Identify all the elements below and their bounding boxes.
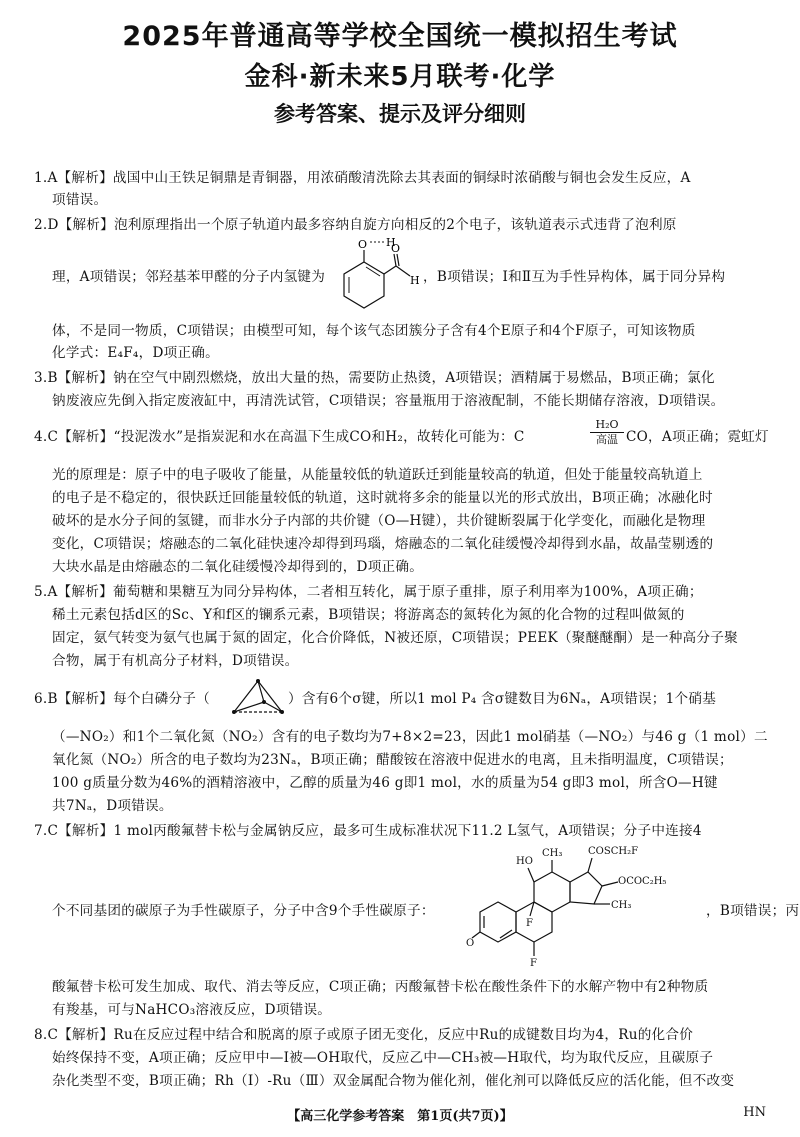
answer-line: 共7Nₐ，D项错误。 (52, 798, 173, 814)
answer-line: 合物，属于有机高分子材料，D项错误。 (52, 653, 299, 669)
page-subtitle: 金科·新未来5月联考·化学 (244, 62, 556, 92)
answer-line: 始终保持不变，A项正确；反应甲中—I被—OH取代，反应乙中—CH₃被—H取代，均为取代反应，且碳原子 (52, 1050, 714, 1066)
answer-line: 大块水晶是由熔融态的二氧化硅缓慢冷却得到的，D项正确。 (52, 559, 424, 575)
answer-line: 有羧基，可与NaHCO₃溶液反应，D项错误。 (52, 1002, 332, 1018)
answer-line: 光的原理是：原子中的电子吸收了能量，从能量较低的轨道跃迁到能量较高的轨道，但处于能量较高轨道上 (52, 467, 703, 483)
footer-code: HN (743, 1105, 766, 1120)
answer-line: 100 g质量分数为46%的酒精溶液中，乙醇的质量为46 g即1 mol，水的质量为54 g即3 mol，所含O—H键 (52, 775, 718, 791)
page-title: 2025年普通高等学校全国统一模拟招生考试 (122, 21, 678, 52)
atom-label: F (526, 918, 533, 929)
answer-line: CO，A项正确；霓虹灯 (626, 429, 769, 445)
atom-label: COSCH₂F (588, 846, 639, 857)
reaction-arrow: H₂O 高温 (590, 419, 624, 446)
answer-line: 7.C【解析】1 mol丙酸氟替卡松与金属钠反应，最多可生成标准状况下11.2 L氢气，A项错误；分子中连接4 (34, 823, 702, 839)
answer-line: （—NO₂）和1个二氧化氮（NO₂）含有的电子数均为7+8×2=23，因此1 mol硝基（—NO₂）与46 g（1 mol）二 (52, 729, 768, 745)
answer-line: 2.D【解析】泡利原理指出一个原子轨道内最多容纳自旋方向相反的2个电子，该轨道表示式违背了泡利原 (34, 217, 677, 233)
answer-line: 6.B【解析】每个白磷分子（ (34, 691, 210, 707)
section-heading: 参考答案、提示及评分细则 (274, 102, 526, 126)
answer-line: 1.A【解析】战国中山王铁足铜鼎是青铜器，用浓硝酸清洗除去其表面的铜绿时浓硝酸与铜也会发生反应，A (34, 170, 691, 186)
answer-line: 体，不是同一物质，C项错误；由模型可知，每个该气态团簇分子含有4个E原子和4个F原子，可知该物质 (52, 323, 696, 339)
answer-line: ）含有6个σ键，所以1 mol P₄ 含σ键数目为6Nₐ，A项错误；1个硝基 (288, 691, 717, 707)
answer-line: 的电子是不稳定的，很快跃迁回能量较低的轨道，这时就将多余的能量以光的形式放出，B项正确；冰融化时 (52, 490, 713, 506)
answer-line: 化学式：E₄F₄，D项正确。 (52, 345, 219, 361)
answer-line: 个不同基团的碳原子为手性碳原子，分子中含9个手性碳原子： (52, 903, 435, 919)
page-footer: 【高三化学参考答案 第1页(共7页)】 (287, 1109, 513, 1124)
answer-line: 理，A项错误；邻羟基苯甲醛的分子内氢键为 (52, 269, 326, 285)
atom-label: O (391, 242, 401, 255)
answer-line: 杂化类型不变，B项正确；Rh（Ⅰ）-Ru（Ⅲ）双金属配合物为催化剂，催化剂可以降低反应的活化能，但不改变 (52, 1073, 735, 1089)
answer-line: 项错误。 (52, 192, 108, 208)
answer-line: 稀土元素包括d区的Sc、Y和f区的镧系元素，B项错误；将游离态的氮转化为氮的化合物的过程叫做氮的 (52, 607, 685, 623)
answer-line: 酸氟替卡松可发生加成、取代、消去等反应，C项正确；丙酸氟替卡松在酸性条件下的水解产物中有2种物质 (52, 979, 709, 995)
atom-label: O (466, 938, 475, 949)
fluticasone-propionate-figure (468, 842, 700, 970)
answer-line: 破坏的是水分子间的氢键，而非水分子内部的共价键（O—H键），共价键断裂属于化学变化，而融化是物理 (52, 513, 706, 529)
salicylaldehyde-figure (336, 234, 422, 312)
answer-line: 5.A【解析】葡萄糖和果糖互为同分异构体，二者相互转化，属于原子重排，原子利用率为100%，A项正确； (34, 584, 703, 600)
atom-label: HO (516, 856, 533, 867)
atom-label: F (530, 958, 537, 969)
answer-line: 钠废液应先倒入指定废液缸中，再清洗试管，C项错误；容量瓶用于溶液配制，不能长期储存溶液，D项错误。 (52, 393, 725, 409)
atom-label: CH₃ (611, 900, 632, 911)
atom-label: OCOC₂H₅ (618, 876, 667, 887)
answer-line: ，B项错误；丙 (706, 903, 800, 919)
atom-label: CH₃ (542, 848, 563, 859)
atom-label: H (410, 274, 420, 287)
atom-label: H (386, 236, 396, 249)
white-phosphorus-figure (230, 678, 286, 718)
answer-line: 氧化氮（NO₂）所含的电子数均为23Nₐ，B项正确；醋酸铵在溶液中促进水的电离，且未指明温度，C项错误； (52, 752, 733, 768)
answer-line: ，B项错误；Ⅰ和Ⅱ互为手性异构体，属于同分异构 (423, 269, 726, 285)
answer-line: 变化，C项错误；熔融态的二氧化硅快速冷却得到玛瑙，熔融态的二氧化硅缓慢冷却得到水晶，故晶莹剔透的 (52, 536, 714, 552)
atom-label: O (358, 238, 368, 251)
answer-line: 固定，氨气转变为氨气也属于氮的固定，化合价降低，N被还原，C项错误；PEEK（聚醚醚酮）是一种高分子聚 (52, 630, 738, 646)
answer-line: 3.B【解析】钠在空气中剧烈燃烧，放出大量的热，需要防止热烫，A项错误；酒精属于易燃品，B项正确；氯化 (34, 370, 715, 386)
answer-line: 8.C【解析】Ru在反应过程中结合和脱离的原子或原子团无变化，反应中Ru的成键数目均为4，Ru的化合价 (34, 1027, 694, 1043)
answer-line: 4.C【解析】“投泥泼水”是指炭泥和水在高温下生成CO和H₂，故转化可能为：C (34, 429, 525, 445)
